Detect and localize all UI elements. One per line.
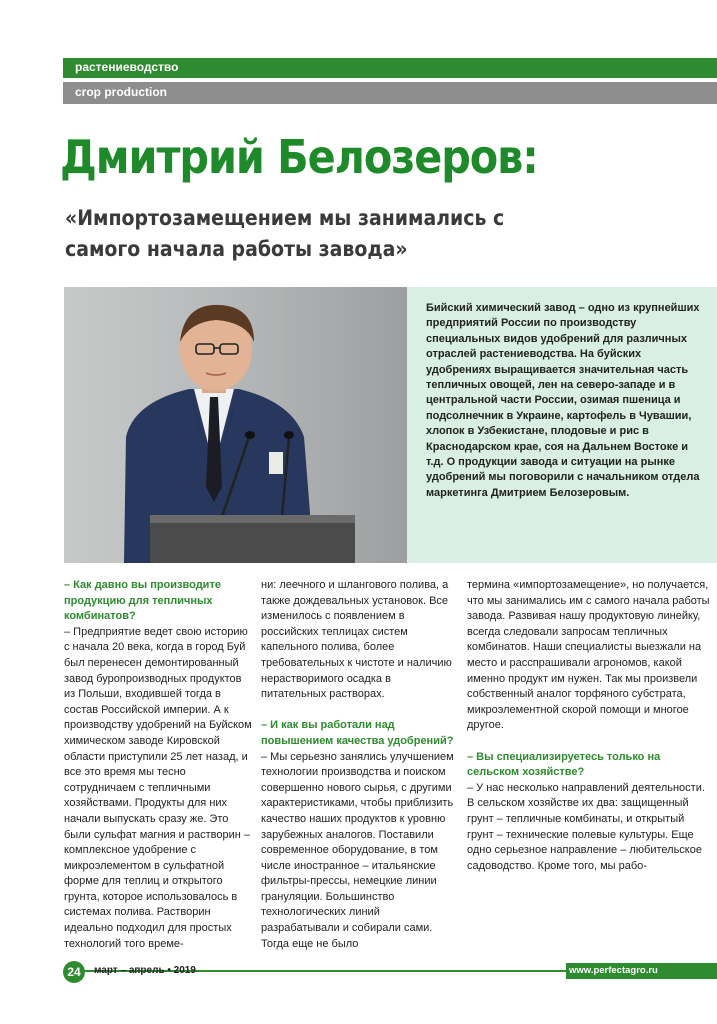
- column-1: [64, 578, 252, 952]
- intro-text: Бийский химический завод – одно из крупнейших предприятий России по производству специальных видов удобрений для различных отраслей растениеводства. На буйских удобрениях выращивается значительная часть тепличных овощей, лен на северо-западе и в центральной части России, озимая пшеница и подсолнечник в Украине, картофель в Чувашии, хлопок в Узбекистане, плодовые и рис в Краснодарском крае, соя на Дальнем Востоке и т.д. О продукции завода и ситуации на рынке удобрений мы поговорили с начальником отдела маркетинга Дмитрием Белозеровым.: [426, 302, 700, 499]
- article-title: Дмитрий Белозеров:: [60, 130, 538, 184]
- answer-1-continued: ни: леечного и шлангового полива, а также дождевальных установок. Все изменилось с появлением в российских теплицах систем капельного полива, более требовательных к чистоте и наличию нерастворимого осадка в питательных растворах.: [261, 579, 452, 701]
- footer-url-bar: [566, 963, 717, 979]
- section-label-en: crop production: [75, 85, 167, 99]
- intro-box: [407, 287, 717, 563]
- speaker-photo: [64, 287, 407, 563]
- answer-1: – Предприятие ведет свою историю с начала 20 века, когда в город Буй был перенесен демонтированный завод буропроизводных продуктов из Польши, входившей тогда в состав Российской империи. А к производству удобрений на Буйском химическом заводе Кировской области приступили 25 лет назад, и все это время мы тесно сотрудничаем с тепличными хозяйствами. Продукты для них начали выпускать сразу же. Это были сульфат магния и растворин – комплексное удобрение с микроэлементом в сульфатной форме для теплиц и открытого грунта, которое использовалось в системах полива. Растворин идеально подходил для простых технологий того време-: [64, 625, 252, 950]
- section-label-ru: растениеводство: [75, 60, 179, 74]
- question-2: – И как вы работали над повышением качества удобрений?: [261, 719, 454, 747]
- answer-2: – Мы серьезно занялись улучшением технологии производства и поиском совершенно нового сырья, с другими характеристиками, чтобы приблизить качество наших продуктов к уровню зарубежных аналогов. Поставили современное оборудование, в том числе иностранное – итальянские фильтры-прессы, немецкие линии грануляции. Большинство технологических линий разрабатывали и собирали сами. Тогда еще не было: [261, 750, 454, 950]
- answer-2-continued: термина «импортозамещение», но получается, что мы занимались им с самого начала работы завода. Развивая нашу продуктовую линейку, всегда следовали запросам тепличных комбинатов. Наши специалисты выезжали на место и расспрашивали агрономов, какой именно продукт им нужен. Так мы произвели собственный аналог торфяного субстрата, микроэлементной скорой помощи и многое другое.: [467, 579, 710, 732]
- answer-3: – У нас несколько направлений деятельности. В сельском хозяйстве их два: защищенный грунт – тепличные комбинаты, и открытый грунт – технические полевые культуры. Еще одно серьезное направление – любительское садоводство. Кроме того, мы рабо-: [467, 781, 705, 872]
- section-bar-en: [63, 82, 717, 104]
- website-url[interactable]: www.perfectagro.ru: [569, 965, 658, 976]
- page-number: 24: [63, 961, 85, 983]
- question-1: – Как давно вы производите продукцию для тепличных комбинатов?: [64, 579, 221, 623]
- section-bar: [63, 58, 717, 78]
- question-3: – Вы специализируетесь только на сельском хозяйстве?: [467, 750, 661, 779]
- article-subtitle: «Импортозамещением мы занимались с самого начала работы завода»: [65, 206, 505, 261]
- speaker-illustration: [64, 287, 407, 563]
- issue-date: март – апрель • 2019: [94, 965, 196, 976]
- column-3: [467, 578, 712, 874]
- column-2: [261, 578, 459, 952]
